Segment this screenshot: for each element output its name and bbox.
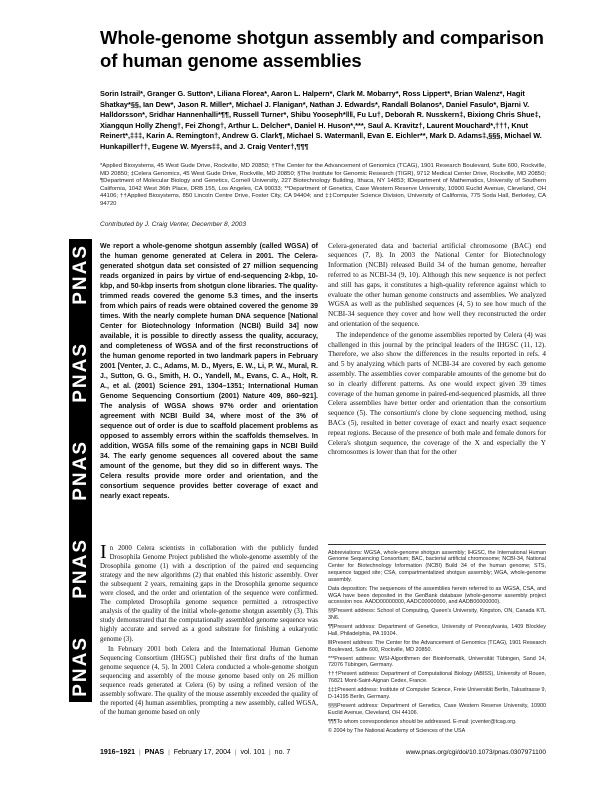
page-footer <box>100 749 546 756</box>
footer-separator: | <box>168 749 170 756</box>
pnas-sidebar <box>69 239 92 702</box>
doi-url[interactable]: www.pnas.org/cgi/doi/10.1073/pnas.0307971100 <box>405 749 546 756</box>
author-list: Sorin Istrail*, Granger G. Sutton*, Liliana Florea*, Aaron L. Halpern*, Clark M. Mobarry*, Ross Lippert*, Brian Walenz*, Hagit Shatkay*§§, Ian Dew*, Jason R. Miller*, Michael J. Flanigan*, Nathan J. Edwards*, Randall Bolanos*, Daniel Fasulo*, Bjarni V. Halldorsson*, Sridhar Hannenhalli*¶¶, Russell Turner*, Shibu Yooseph*‖‖, Fu Lu†, Deborah R. Nusskern‡, Bixiong Chris Shue‡, Xiangqun Holly Zheng†, Fei Zhong†, Arthur L. Delcher*, Daniel H. Huson*,***, Saul A. Kravitz†, Laurent Mouchard*,†††, Knut Reinert*,‡‡‡, Karin A. Remington†, Andrew G. Clark¶, Michael S. Waterman‖, Evan E. Eichler**, Mark D. Adams‡,§§§, Michael W. Hunkapiller††, Eugene W. Myers‡‡, and J. Craig Venter†,¶¶¶ <box>100 89 542 151</box>
pnas-logo-text: PNAS <box>69 636 91 697</box>
footnote-present-address: §§Present address: School of Computing, Queen's University, Kingston, ON, Canada K7L 3N6. <box>328 608 546 622</box>
footer-separator: | <box>139 749 141 756</box>
abstract-section <box>100 242 318 544</box>
contributed-line: Contributed by J. Craig Venter, December 8, 2003 <box>100 220 246 228</box>
footnote-present-address: †††Present address: Department of Computational Biology (ABISS), University of Rouen, 76821 Mont-Saint-Aignan Cedex, France. <box>328 671 546 685</box>
footnote-present-address: ‖‖Present address: The Center for the Advancement of Genomics (TCAG), 1901 Research Boulevard, Suite 600, Rockville, MD 20850. <box>328 639 546 653</box>
left-column <box>100 242 318 736</box>
volume-number: vol. 101 <box>240 749 266 756</box>
footer-citation <box>100 749 290 756</box>
body-paragraph: Celera-generated data and bacterial artificial chromosome (BAC) end sequences (7, 8). In 2003 the National Center for Biotechnology Information (NCBI) released Build 34 of the human genome, hereafter referred to as NCBI-34 (9, 10). Although this new sequence is not perfect and still has gaps, it constitutes a high-quality reference against which to evaluate the other human genome constructs and assemblies. We analyzed WGSA as well as the published sequences (4, 5) to see how much of the NCBI-34 sequence they cover and how well they reconstructed the order and orientation of the sequence. <box>328 241 546 328</box>
two-column-body <box>100 242 546 736</box>
page-content <box>100 26 546 736</box>
footer-separator: | <box>234 749 237 756</box>
footnote-present-address: ***Present address: WSI-Algorithmen der Bioinformatik, Universität Tübingen, Sand 14, 72076 Tübingen, Germany. <box>328 655 546 669</box>
right-column <box>328 242 546 736</box>
body-paragraph: In 2000 Celera scientists in collaboration with the publicly funded Drosophila Genome Project published the whole-genome assembly of the Drosophila genome (1) with a description of the paired end sequencing strategy and the new algorithms (2) that enabled this historic assembly. Over the subsequent 2 years, remaining gaps in the Drosophila genome sequence were closed, and the order and orientation of the sequence were confirmed. The completed Drosophila genome sequence permitted a retrospective analysis of the quality of the initial whole-genome shotgun assembly (3). This study demonstrated that the computationally assembled genome sequence was highly accurate and served as a good substrate for finishing a eukaryotic genome (3). <box>100 540 318 643</box>
footnote-present-address: §§§Present address: Department of Genetics, Case Western Reserve University, 10900 Euclid Avenue, Cleveland, OH 44106. <box>328 703 546 716</box>
pnas-logo-text: PNAS <box>69 440 91 501</box>
footnote-present-address: ‡‡‡Present address: Institute of Computer Science, Freie Universität Berlin, Takustrasse 9, D-14195 Berlin, Germany. <box>328 687 546 701</box>
footnote-copyright: © 2004 by The National Academy of Sciences of the USA <box>328 727 466 734</box>
footnotes-block <box>328 544 546 735</box>
body-paragraph: The independence of the genome assemblies reported by Celera (4) was challenged in this journal by the principal leaders of the IHGSC (11, 12). Therefore, we also show the differences in the results reported in refs. 4 and 5 by analyzing which parts of NCBI-34 are covered by each genome assembly. The assemblies cover comparable amounts of the genome but do so in clearly different patterns. As one would expect given 39 times coverage of the human genome in paired-end-sequenced plasmids, all three Celera assemblies have better order and orientation than the consortium sequence (5). The consortium's clone by clone sequencing method, using BACs (5), resulted in better coverage of exact and nearly exact sequence repeat regions. Because of the presence of both male and female donors for Celera's shotgun sequence, the coverage of the X and especially the Y chromosomes is lower than that for the other <box>328 330 546 457</box>
issue-number: no. 7 <box>274 749 291 756</box>
footer-separator: | <box>269 749 271 756</box>
pnas-logo-text: PNAS <box>69 538 91 599</box>
paper-title: Whole-genome shotgun assembly and comparison of human genome assemblies <box>100 27 544 71</box>
abstract-text: We report a whole-genome shotgun assembly (called WGSA) of the human genome generated at Celera in 2001. The Celera-generated shotgun data set consisted of 27 million sequencing reads organized in pairs by virtue of end-sequencing 2-kbp, 10-kbp, and 50-kbp inserts from shotgun clone libraries. The quality-trimmed reads covered the genome 5.3 times, and the inserts from which pairs of reads were obtained covered the genome 39 times. With the nearly complete human DNA sequence [National Center for Biotechnology Information (NCBI) Build 34] now available, it is possible to directly assess the quality, accuracy, and completeness of WGSA and of the first reconstructions of the human genome reported in two landmark papers in February 2001 [Venter, J. C., Adams, M. D., Myers, E. W., Li, P. W., Mural, R. J., Sutton, G. G., Smith, H. O., Yandell, M., Evans, C. A., Holt, R. A., et al. (2001) Science 291, 1304–1351; International Human Genome Sequencing Consortium (2001) Nature 409, 860–921]. The analysis of WGSA shows 97% order and orientation agreement with NCBI Build 34, where most of the 3% of sequence out of order is due to scaffold placement problems as opposed to assembly errors within the scaffolds themselves. In addition, WGSA fills some of the remaining gaps in NCBI Build 34. The early genome sequences all covered about the same amount of the genome, but they did so in different ways. The Celera results provide more order and orientation, and the consortium sequence provides better coverage of exact and nearly exact repeats. <box>100 242 318 500</box>
pnas-logo-text: PNAS <box>69 244 91 305</box>
affiliations: *Applied Biosystems, 45 West Gude Drive, Rockville, MD 20850; †The Center for the Advancement of Genomics (TCAG), 1901 Research Boulevard, Suite 600, Rockville, MD 20850; ‡Celera Genomics, 45 West Gude Drive, Rockville, MD 20850; §The Institute for Genomic Research (TIGR), 9712 Medical Center Drive, Rockville, MD 20850; ¶Department of Molecular Biology and Genetics, Cornell University, 227 Biotechnology Building, Ithaca, NY 14853; ‖Department of Mathematics, University of Southern California, 1042 West 36th Place, DRB 155, Los Angeles, CA 90033; **Department of Genetics, Case Western Reserve University, 10900 Euclid Avenue, Cleveland, OH 44106; ††Applied Biosystems, 850 Lincoln Centre Drive, Foster City, CA 94404; and ‡‡Computer Science Division, University of California, 775 Soda Hall, Berkeley, CA 94720 <box>100 163 546 207</box>
footnote-abbreviations: Abbreviations: WGSA, whole-genome shotgun assembly; IHGSC, the International Human Genome Sequencing Consortium; BAC, bacterial artificial chromosome; NCBI-34, National Center for Biotechnology Information (NCBI) Build 34 of the human genome; STS, sequence tagged site; CSA, compartmentalized shotgun assembly; WGA, whole-genome assembly. <box>328 549 546 583</box>
footnote-data-deposition: Data deposition: The sequences of the assemblies herein referred to as WGSA, CSA, and WGA have been deposited in the GenBank database (whole-genome assembly project accession nos. AADD00000000, AADC00000000, and AADB00000000). <box>328 585 546 606</box>
issue-date: February 17, 2004 <box>173 749 231 756</box>
page-range: 1916–1921 <box>100 749 136 756</box>
footnote-correspondence: ¶¶¶To whom correspondence should be addressed. E-mail: jcventer@tcag.org. <box>328 718 517 725</box>
footnote-present-address: ¶¶Present address: Department of Genetics, University of Pennsylvania, 1409 Blockley Hall, Philadelphia, PA 19104. <box>328 624 546 637</box>
body-paragraph: In February 2001 both Celera and the International Human Genome Sequencing Consortium (IHGSC) published their first drafts of the human genome sequence (4, 5). In 2001 Celera conducted a whole-genome shotgun sequencing and assembly of the mouse genome based only on 26 million sequence reads generated at Celera (6) by using a refined version of the assembly software. The quality of the mouse assembly exceeded the quality of the reported (4) human assemblies, prompting a new assembly, called WGSA, of the human genome based on only <box>100 645 318 717</box>
pnas-logo-text: PNAS <box>69 342 91 403</box>
right-body-section <box>328 242 546 541</box>
journal-name: PNAS <box>144 749 165 756</box>
